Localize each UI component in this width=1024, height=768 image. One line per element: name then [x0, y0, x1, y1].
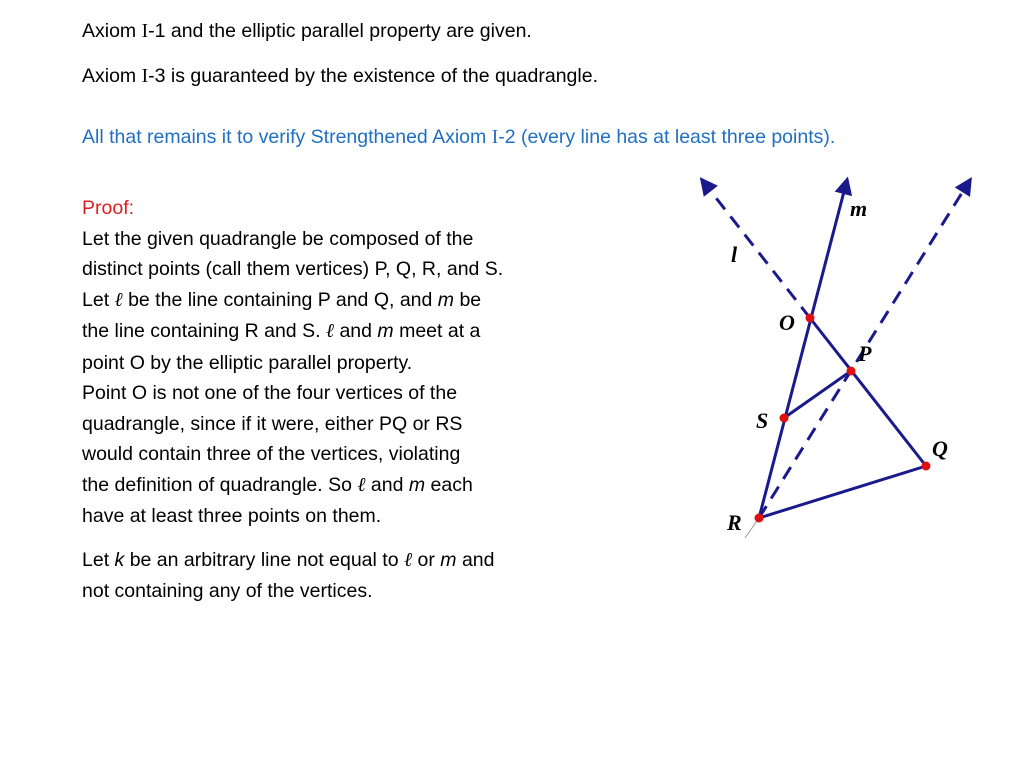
label-r: R	[727, 510, 742, 535]
proof-line: the definition of quadrangle. So ℓ and m each	[82, 473, 473, 496]
point-q	[922, 462, 931, 471]
axiom-3-line: Axiom I-3 is guaranteed by the existence of the quadrangle.	[82, 65, 598, 87]
label-s: S	[756, 408, 769, 433]
point-p	[847, 367, 856, 376]
label-q: Q	[932, 436, 948, 461]
point-r	[755, 514, 764, 523]
proof-line: quadrangle, since if it were, either PQ or RS	[82, 412, 463, 435]
given-axioms-line: Axiom I-1 and the elliptic parallel property are given.	[82, 20, 532, 42]
point-o	[806, 314, 815, 323]
proof-line: would contain three of the vertices, violating	[82, 443, 461, 465]
remaining-statement: All that remains it to verify Strengthened Axiom I-2 (every line has at least three points).	[82, 126, 836, 148]
proof-title: Proof:	[82, 197, 135, 219]
proof-line: Let ℓ be the line containing P and Q, and m be	[82, 288, 482, 311]
proof-line: Point O is not one of the four vertices of the	[82, 382, 458, 404]
segment-rq	[759, 466, 926, 518]
label-m: m	[850, 196, 868, 221]
label-o: O	[779, 310, 795, 335]
point-s	[780, 414, 789, 423]
proof-line: Let the given quadrangle be composed of the	[82, 227, 474, 250]
final-line: Let k be an arbitrary line not equal to ℓ or m and	[82, 549, 495, 571]
proof-line: have at least three points on them.	[82, 505, 382, 527]
final-line: not containing any of the vertices.	[82, 580, 373, 602]
line-l-dashed	[702, 180, 810, 318]
proof-line: point O by the elliptic parallel property.	[82, 351, 413, 374]
proof-line: distinct points (call them vertices) P, Q, R, and S.	[82, 258, 504, 280]
label-p: P	[858, 341, 872, 366]
proof-line: the line containing R and S. ℓ and m meet at a	[82, 320, 481, 342]
label-l: l	[731, 242, 738, 267]
